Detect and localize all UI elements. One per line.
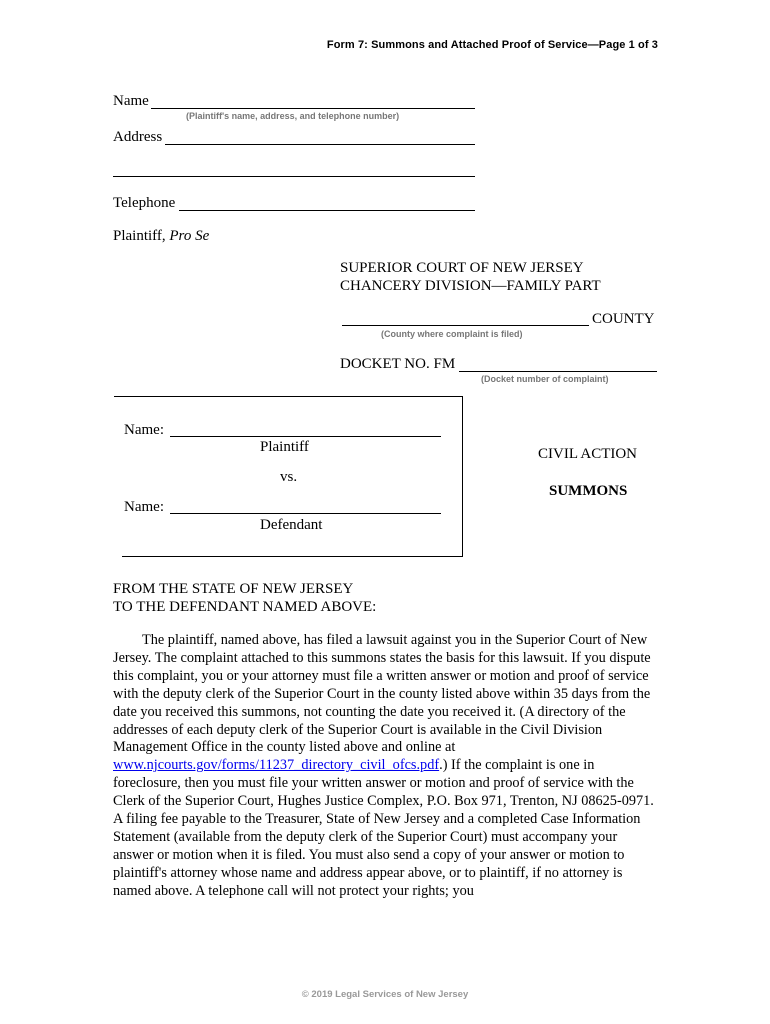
name-field[interactable] — [151, 108, 475, 109]
telephone-label: Telephone — [113, 195, 176, 211]
page-header: Form 7: Summons and Attached Proof of Service—Page 1 of 3 — [326, 39, 658, 51]
caption-top-border — [114, 396, 463, 397]
docket-field[interactable] — [459, 371, 657, 372]
court-name: SUPERIOR COURT OF NEW JERSEY — [340, 260, 584, 276]
name-hint: (Plaintiff's name, address, and telephone number) — [186, 111, 400, 121]
copyright-footer: © 2019 Legal Services of New Jersey — [301, 989, 469, 1000]
defendant-role: Defendant — [260, 517, 323, 533]
county-hint: (County where complaint is filed) — [381, 329, 523, 339]
name-label: Name — [113, 93, 149, 109]
defendant-name-label: Name: — [124, 499, 164, 515]
telephone-field[interactable] — [179, 210, 475, 211]
pro-se-label: Pro Se — [169, 228, 210, 244]
plaintiff-name-field[interactable] — [170, 436, 441, 437]
defendant-name-field[interactable] — [170, 513, 441, 514]
summons-title: SUMMONS — [549, 483, 628, 499]
plaintiff-label: Plaintiff, — [113, 228, 166, 244]
county-label: COUNTY — [592, 311, 655, 327]
directory-link[interactable]: www.njcourts.gov/forms/11237_directory_civil_ofcs.pdf — [113, 757, 440, 774]
civil-action-label: CIVIL ACTION — [538, 446, 638, 462]
caption-bottom-border — [122, 556, 463, 557]
plaintiff-role: Plaintiff — [260, 439, 309, 455]
from-line-1: FROM THE STATE OF NEW JERSEY — [113, 581, 354, 597]
docket-label: DOCKET NO. FM — [340, 356, 456, 372]
summons-paragraph — [113, 632, 658, 901]
county-field[interactable] — [342, 325, 589, 326]
summons-body — [113, 632, 658, 901]
versus-label: vs. — [280, 469, 298, 485]
docket-hint: (Docket number of complaint) — [481, 374, 609, 384]
plaintiff-name-label: Name: — [124, 422, 164, 438]
address-label: Address — [113, 129, 163, 145]
address-field-line-2[interactable] — [113, 176, 475, 177]
court-division: CHANCERY DIVISION—FAMILY PART — [340, 278, 601, 294]
plaintiff-pro-se — [113, 228, 209, 245]
address-field-line-1[interactable] — [165, 144, 475, 145]
paragraph-start: The plaintiff, named above, has filed a lawsuit against you in the Superior Court of New Jersey. The complaint attached to this summons states the basis for this lawsuit. If you dispute this complaint, you or your attorney must file a written answer or motion and proof of service with the deputy clerk of the Superior Court in the county listed above within 35 days from the date you received this summons, not counting the date you received it. (A directory of the addresses of each deputy clerk of the Superior Court is available in the Civil Division Management Office in the county listed above and online at — [113, 632, 651, 756]
paragraph-end: .) If the complaint is one in foreclosure, then you must file your written answer or motion and proof of service with the Clerk of the Superior Court, Hughes Justice Complex, P.O. Box 971, Trenton, NJ 08625-0971. A filing fee payable to the Treasurer, State of New Jersey and a completed Case Information Statement (available from the deputy clerk of the Superior Court) must accompany your answer or motion when it is filed. You must also send a copy of your answer or motion to plaintiff's attorney whose name and address appear above, or to plaintiff, if no attorney is named above. A telephone call will not protect your rights; you — [113, 757, 654, 899]
caption-right-border — [462, 396, 463, 556]
from-line-2: TO THE DEFENDANT NAMED ABOVE: — [113, 599, 377, 615]
